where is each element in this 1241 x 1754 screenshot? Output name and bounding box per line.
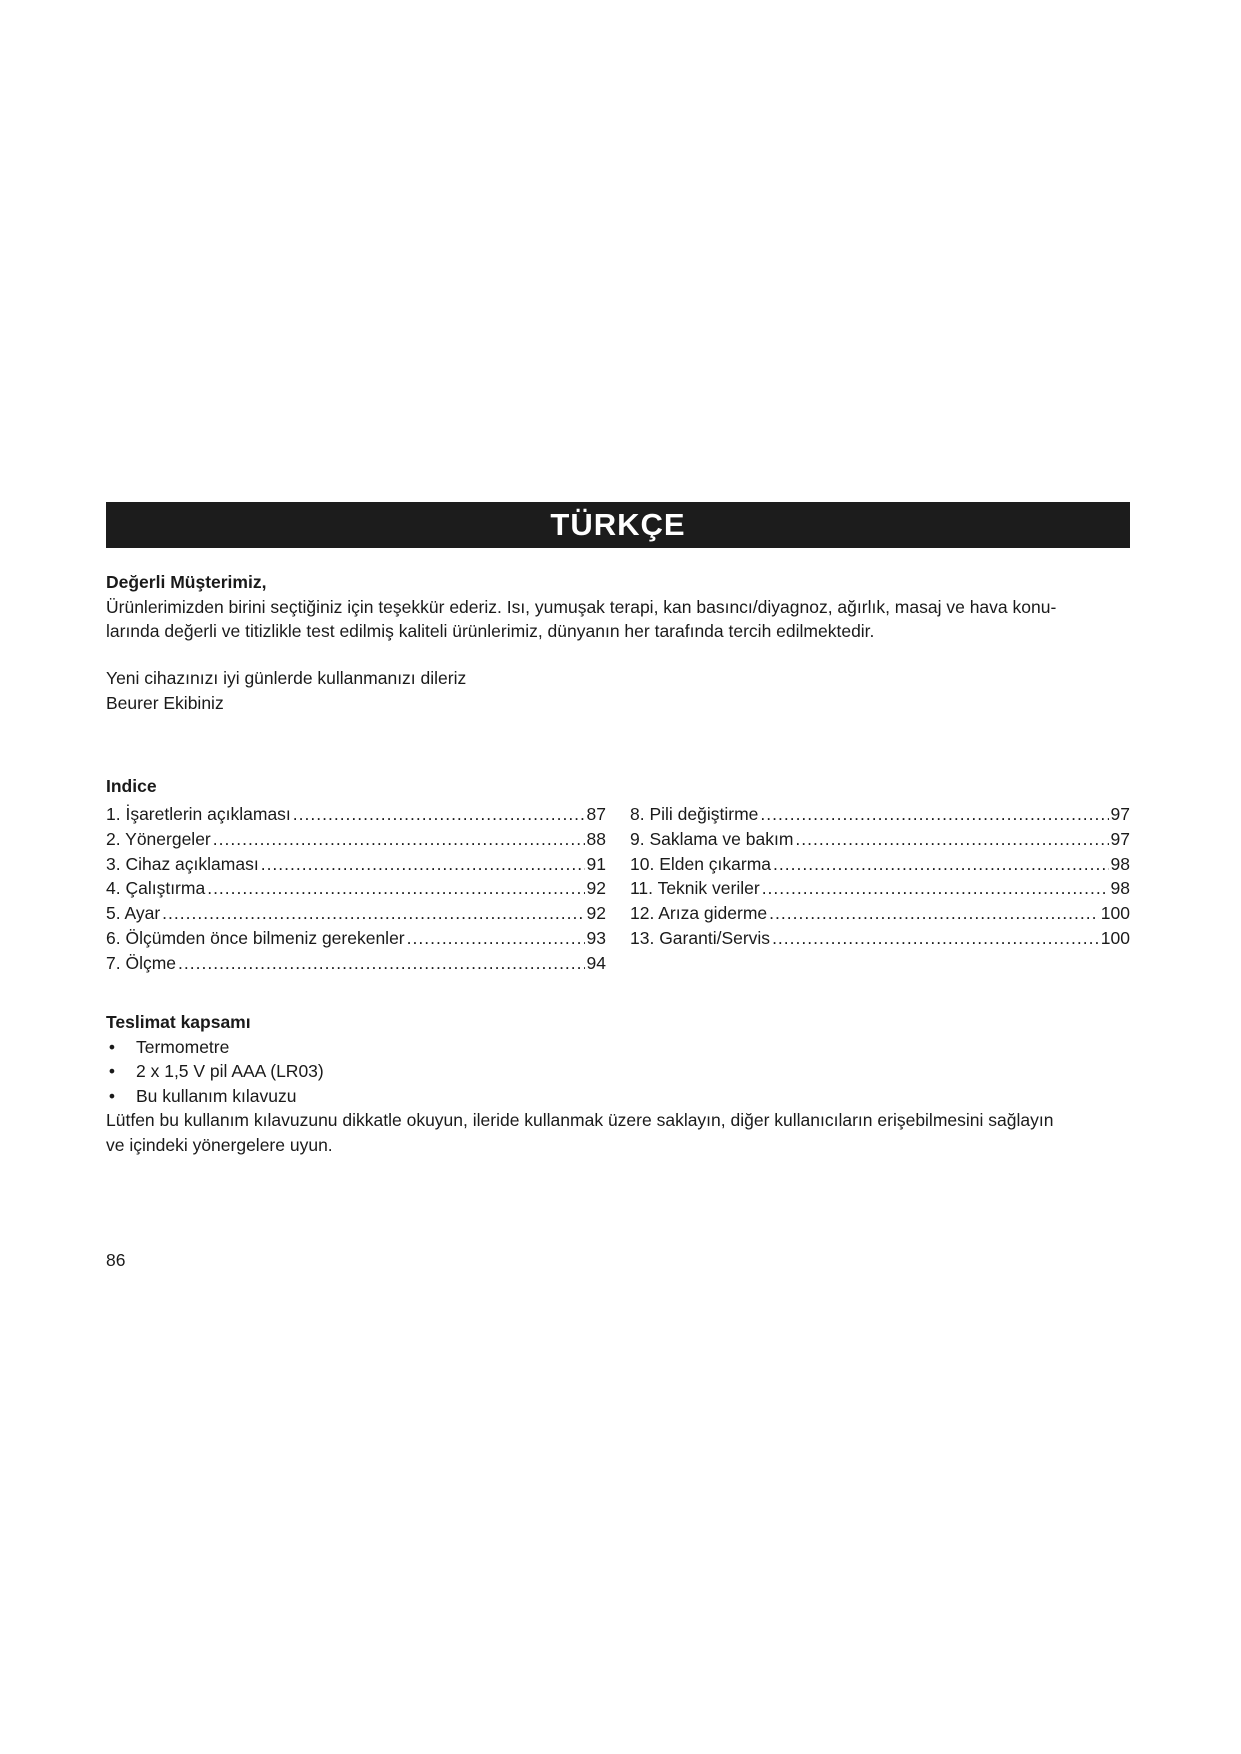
closing-section <box>106 666 1136 715</box>
toc-entry-page: 98 <box>1110 878 1130 899</box>
toc-leader-dots <box>795 827 1108 852</box>
toc-right-column <box>630 802 1130 951</box>
toc-leader-dots <box>261 852 585 877</box>
toc-entry[interactable] <box>630 852 1130 877</box>
toc-entry-label: 8. Pili değiştirme <box>630 804 759 824</box>
delivery-item: Termometre <box>136 1036 230 1057</box>
toc-entry-label: 1. İşaretlerin açıklaması <box>106 804 291 824</box>
page-number: 86 <box>106 1250 126 1270</box>
toc-entry[interactable] <box>106 852 606 877</box>
toc-leader-dots <box>293 802 585 827</box>
toc-entry-label: 4. Çalıştırma <box>106 878 206 899</box>
toc-entry[interactable] <box>630 901 1130 926</box>
toc-entry-page: 93 <box>586 927 606 948</box>
toc-entry-page: 97 <box>1110 804 1130 824</box>
toc-entry[interactable] <box>106 926 606 951</box>
toc-entry[interactable] <box>630 876 1130 901</box>
toc-entry-page: 92 <box>586 903 606 924</box>
closing-signature: Beurer Ekibiniz <box>106 692 224 713</box>
greeting-section <box>106 570 1136 644</box>
toc-leader-dots <box>760 802 1108 827</box>
toc-entry-page: 100 <box>1100 903 1130 924</box>
list-item <box>106 1084 1136 1109</box>
toc-entry-page: 92 <box>586 878 606 899</box>
toc-entry-label: 13. Garanti/Servis <box>630 927 771 948</box>
closing-wish: Yeni cihazınızı iyi günlerde kullanmanızı dileriz <box>106 668 467 688</box>
list-item <box>106 1059 1136 1084</box>
toc-entry-label: 6. Ölçümden önce bilmeniz gerekenler <box>106 927 405 948</box>
greeting-text-line: Ürünlerimizden birini seçtiğiniz için teşekkür ederiz. Isı, yumuşak terapi, kan basıncı/diyagnoz, ağırlık, masaj ve hava konu- <box>106 596 1057 617</box>
toc-entry[interactable] <box>630 926 1130 951</box>
toc-leader-dots <box>773 852 1108 877</box>
delivery-note-line: ve içindeki yönergelere uyun. <box>106 1134 333 1155</box>
toc-entry[interactable] <box>106 901 606 926</box>
toc-entry-page: 88 <box>586 828 606 849</box>
toc-leader-dots <box>762 876 1109 901</box>
greeting-text-line: larında değerli ve titizlikle test edilmiş kaliteli ürünlerimiz, dünyanın her tarafında tercih edilmektedir. <box>106 621 875 641</box>
bullet-icon: • <box>108 1085 116 1106</box>
toc-entry[interactable] <box>106 876 606 901</box>
toc-leader-dots <box>207 876 584 901</box>
delivery-list <box>106 1035 1136 1109</box>
delivery-item: 2 x 1,5 V pil AAA (LR03) <box>136 1061 324 1081</box>
toc-left-column <box>106 802 606 976</box>
toc-entry-label: 11. Teknik veriler <box>630 878 760 899</box>
delivery-heading: Teslimat kapsamı <box>106 1012 251 1032</box>
toc-entry-label: 7. Ölçme <box>106 952 177 973</box>
toc-heading: Indice <box>106 776 157 796</box>
toc-entry[interactable] <box>106 951 606 976</box>
toc-leader-dots <box>162 901 584 926</box>
toc-entry[interactable] <box>630 827 1130 852</box>
toc-entry-label: 10. Elden çıkarma <box>630 853 772 874</box>
toc-entry-page: 98 <box>1110 853 1130 874</box>
delivery-section <box>106 1010 1136 1157</box>
toc-entry[interactable] <box>630 802 1130 827</box>
toc-entry-page: 87 <box>586 804 606 824</box>
list-item <box>106 1035 1136 1060</box>
language-title: TÜRKÇE <box>550 507 686 542</box>
toc-leader-dots <box>769 901 1099 926</box>
toc-entry-page: 100 <box>1100 927 1130 948</box>
greeting-heading: Değerli Müşterimiz, <box>106 572 267 592</box>
bullet-icon: • <box>108 1036 116 1057</box>
toc-leader-dots <box>213 827 585 852</box>
toc-leader-dots <box>178 951 585 976</box>
delivery-note-line: Lütfen bu kullanım kılavuzunu dikkatle okuyun, ileride kullanmak üzere saklayın, diğer kullanıcıların erişebilmesini sağlayın <box>106 1110 1054 1130</box>
toc-entry-page: 91 <box>586 853 606 874</box>
toc-leader-dots <box>772 926 1099 951</box>
toc-entry-label: 12. Arıza giderme <box>630 903 768 924</box>
toc-entry-label: 5. Ayar <box>106 903 161 924</box>
bullet-icon: • <box>108 1061 116 1081</box>
toc-entry-page: 94 <box>586 952 606 973</box>
toc-entry[interactable] <box>106 827 606 852</box>
toc-entry[interactable] <box>106 802 606 827</box>
toc-entry-label: 2. Yönergeler <box>106 828 211 849</box>
delivery-item: Bu kullanım kılavuzu <box>136 1085 297 1106</box>
toc-entry-page: 97 <box>1110 828 1130 849</box>
toc-leader-dots <box>407 926 585 951</box>
toc-entry-label: 3. Cihaz açıklaması <box>106 853 259 874</box>
language-banner <box>106 502 1130 548</box>
toc-entry-label: 9. Saklama ve bakım <box>630 828 794 849</box>
